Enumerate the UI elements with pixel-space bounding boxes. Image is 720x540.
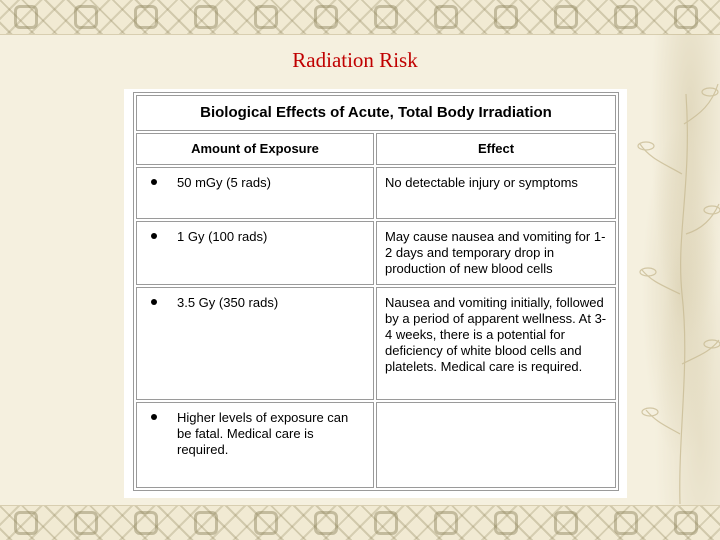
knot-ornament [674, 5, 698, 29]
knot-ornament [554, 511, 578, 535]
decorative-plant-background [620, 34, 720, 506]
knot-ornament [74, 511, 98, 535]
knot-ornament [614, 511, 638, 535]
knot-ornament [14, 511, 38, 535]
effect-cell: No detectable injury or symptoms [376, 167, 616, 219]
knot-ornament [434, 511, 458, 535]
knot-ornament [674, 511, 698, 535]
knot-ornament [134, 5, 158, 29]
exposure-cell: Higher levels of exposure can be fatal. Medical care is required. [136, 402, 374, 488]
slide-title: Radiation Risk [292, 48, 418, 72]
decorative-bottom-border [0, 505, 720, 540]
knot-ornament [314, 5, 338, 29]
knot-ornament [434, 5, 458, 29]
effect-cell [376, 402, 616, 488]
knot-ornament [554, 5, 578, 29]
bullet-icon [151, 233, 157, 239]
decorative-top-border [0, 0, 720, 35]
table-row [136, 287, 616, 400]
embedded-table-image [124, 89, 627, 498]
radiation-effects-table [133, 92, 619, 491]
knot-ornament [374, 511, 398, 535]
exposure-cell: 1 Gy (100 rads) [136, 221, 374, 285]
column-header-effect: Effect [376, 133, 616, 165]
bullet-icon [151, 299, 157, 305]
knot-ornament [314, 511, 338, 535]
knot-ornament [254, 511, 278, 535]
exposure-cell: 50 mGy (5 rads) [136, 167, 374, 219]
table-row [136, 402, 616, 488]
exposure-cell: 3.5 Gy (350 rads) [136, 287, 374, 400]
table-caption: Biological Effects of Acute, Total Body Irradiation [136, 95, 616, 131]
table-row [136, 221, 616, 285]
bullet-icon [151, 414, 157, 420]
bullet-icon [151, 179, 157, 185]
knot-ornament [254, 5, 278, 29]
effect-cell: Nausea and vomiting initially, followed by a period of apparent wellness. At 3-4 weeks, there is a potential for deficiency of white blood cells and platelets. Medical care is required. [376, 287, 616, 400]
plant-sketch-icon [620, 34, 720, 506]
knot-ornament [14, 5, 38, 29]
effect-cell: May cause nausea and vomiting for 1-2 days and temporary drop in production of new blood cells [376, 221, 616, 285]
knot-ornament [614, 5, 638, 29]
table-row [136, 167, 616, 219]
knot-ornament [194, 511, 218, 535]
knot-ornament [74, 5, 98, 29]
knot-ornament [374, 5, 398, 29]
knot-ornament [134, 511, 158, 535]
knot-ornament [494, 511, 518, 535]
knot-ornament [494, 5, 518, 29]
knot-ornament [194, 5, 218, 29]
column-header-exposure: Amount of Exposure [136, 133, 374, 165]
